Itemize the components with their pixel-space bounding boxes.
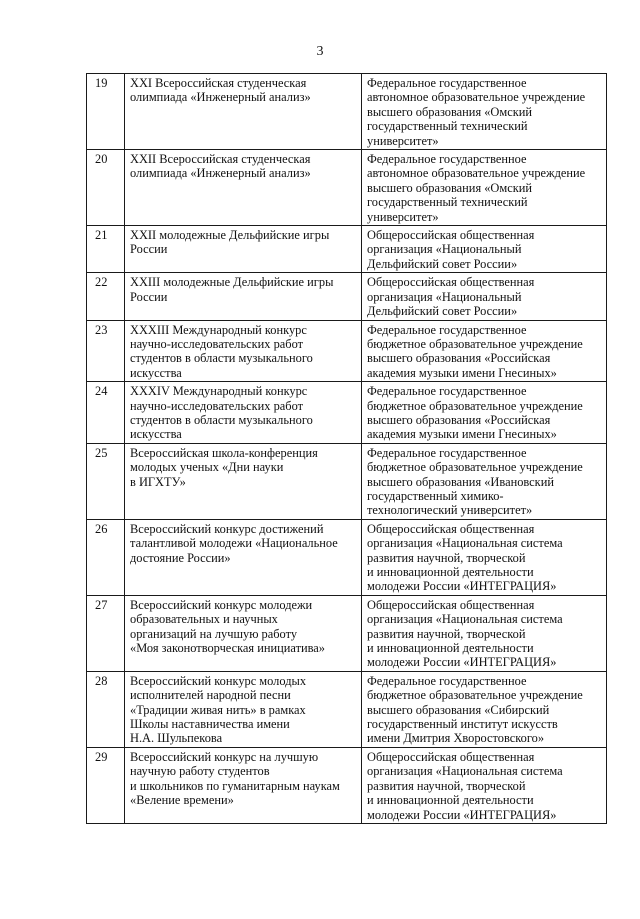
organizer-cell bbox=[362, 595, 607, 671]
event-name-cell bbox=[125, 382, 362, 444]
row-number: 19 bbox=[87, 74, 125, 150]
organizer-line: Общероссийская общественная bbox=[367, 749, 535, 764]
organizer-line: бюджетное образовательное учреждение bbox=[367, 460, 583, 475]
organizer-cell bbox=[362, 150, 607, 226]
event-name-line: студентов в области музыкального bbox=[130, 351, 313, 366]
event-name-cell bbox=[125, 595, 362, 671]
event-name-cell bbox=[125, 74, 362, 150]
organizer-cell bbox=[362, 382, 607, 444]
organizer-cell bbox=[362, 273, 607, 320]
event-name-line: XXII Всероссийская студенческая bbox=[130, 152, 311, 167]
organizer-line: Федеральное государственное bbox=[367, 445, 527, 460]
event-name-line: Н.А. Шульпекова bbox=[130, 731, 223, 746]
events-table-body bbox=[87, 74, 607, 824]
events-table bbox=[86, 73, 607, 824]
organizer-line: бюджетное образовательное учреждение bbox=[367, 336, 583, 351]
event-name-cell bbox=[125, 320, 362, 382]
organizer-line: высшего образования «Российская bbox=[367, 351, 551, 366]
organizer-line: государственный технический bbox=[367, 119, 528, 134]
event-name-line: XXIII молодежные Дельфийские игры bbox=[130, 275, 334, 290]
organizer-cell bbox=[362, 74, 607, 150]
organizer-line: высшего образования «Омский bbox=[367, 180, 533, 195]
event-name-cell bbox=[125, 273, 362, 320]
organizer-line: Дельфийский совет России» bbox=[367, 256, 518, 271]
table-row bbox=[87, 320, 607, 382]
event-name-line: талантливой молодежи «Национальное bbox=[130, 536, 338, 551]
organizer-line: высшего образования «Российская bbox=[367, 412, 551, 427]
event-name-line: Всероссийская школа-конференция bbox=[130, 445, 318, 460]
event-name-line: в ИГХТУ» bbox=[130, 474, 186, 489]
event-name-line: олимпиада «Инженерный анализ» bbox=[130, 166, 311, 181]
event-name-cell bbox=[125, 443, 362, 519]
organizer-line: бюджетное образовательное учреждение bbox=[367, 688, 583, 703]
row-number: 22 bbox=[87, 273, 125, 320]
event-name-cell bbox=[125, 519, 362, 595]
event-name-line: «Веление времени» bbox=[130, 793, 234, 808]
table-row bbox=[87, 150, 607, 226]
organizer-line: Общероссийская общественная bbox=[367, 597, 535, 612]
organizer-line: организация «Национальная система bbox=[367, 612, 563, 627]
row-number: 23 bbox=[87, 320, 125, 382]
organizer-line: Общероссийская общественная bbox=[367, 275, 535, 290]
event-name-line: Всероссийский конкурс на лучшую bbox=[130, 749, 319, 764]
organizer-line: организация «Национальный bbox=[367, 242, 522, 257]
event-name-line: и школьников по гуманитарным наукам bbox=[130, 778, 340, 793]
organizer-line: Федеральное государственное bbox=[367, 673, 527, 688]
row-number: 27 bbox=[87, 595, 125, 671]
organizer-line: Федеральное государственное bbox=[367, 152, 527, 167]
event-name-line: научно-исследовательских работ bbox=[130, 336, 304, 351]
event-name-line: молодых ученых «Дни науки bbox=[130, 460, 284, 475]
event-name-line: достояние России» bbox=[130, 550, 231, 565]
event-name-line: организаций на лучшую работу bbox=[130, 626, 298, 641]
organizer-line: развития научной, творческой bbox=[367, 626, 526, 641]
table-row bbox=[87, 747, 607, 823]
table-row bbox=[87, 226, 607, 273]
organizer-line: Общероссийская общественная bbox=[367, 228, 535, 243]
table-row bbox=[87, 519, 607, 595]
organizer-line: и инновационной деятельности bbox=[367, 793, 534, 808]
event-name-line: научно-исследовательских работ bbox=[130, 398, 304, 413]
organizer-line: организация «Национальная система bbox=[367, 764, 563, 779]
organizer-line: автономное образовательное учреждение bbox=[367, 90, 586, 105]
event-name-line: России bbox=[130, 242, 168, 257]
event-name-line: искусства bbox=[130, 365, 182, 380]
table-row bbox=[87, 595, 607, 671]
event-name-cell bbox=[125, 226, 362, 273]
event-name-line: Школы наставничества имени bbox=[130, 717, 290, 732]
organizer-cell bbox=[362, 519, 607, 595]
row-number: 25 bbox=[87, 443, 125, 519]
organizer-line: развития научной, творческой bbox=[367, 778, 526, 793]
organizer-line: Общероссийская общественная bbox=[367, 521, 535, 536]
organizer-line: и инновационной деятельности bbox=[367, 565, 534, 579]
row-number: 26 bbox=[87, 519, 125, 595]
event-name-cell bbox=[125, 747, 362, 823]
event-name-line: XXI Всероссийская студенческая bbox=[130, 76, 307, 90]
organizer-line: Федеральное государственное bbox=[367, 322, 527, 337]
event-name-line: России bbox=[130, 289, 168, 304]
table-row bbox=[87, 382, 607, 444]
organizer-line: государственный институт искусств bbox=[367, 717, 558, 732]
organizer-line: государственный химико- bbox=[367, 488, 504, 503]
organizer-line: имени Дмитрия Хворостовского» bbox=[367, 731, 545, 746]
organizer-line: автономное образовательное учреждение bbox=[367, 166, 586, 181]
row-number: 29 bbox=[87, 747, 125, 823]
event-name-cell bbox=[125, 150, 362, 226]
table-row bbox=[87, 273, 607, 320]
organizer-cell bbox=[362, 226, 607, 273]
organizer-line: организация «Национальная система bbox=[367, 536, 563, 551]
event-name-line: XXXIV Международный конкурс bbox=[130, 384, 308, 399]
organizer-cell bbox=[362, 747, 607, 823]
event-name-cell bbox=[125, 671, 362, 747]
organizer-cell bbox=[362, 443, 607, 519]
page-number: 3 bbox=[316, 44, 324, 59]
organizer-line: университет» bbox=[367, 209, 439, 224]
organizer-cell bbox=[362, 320, 607, 382]
organizer-line: Федеральное государственное bbox=[367, 384, 527, 399]
organizer-cell bbox=[362, 671, 607, 747]
organizer-line: организация «Национальный bbox=[367, 289, 522, 304]
organizer-line: молодежи России «ИНТЕГРАЦИЯ» bbox=[367, 655, 557, 670]
event-name-line: Всероссийский конкурс достижений bbox=[130, 521, 324, 536]
organizer-line: развития научной, творческой bbox=[367, 550, 526, 565]
table-row bbox=[87, 671, 607, 747]
event-name-line: студентов в области музыкального bbox=[130, 412, 313, 427]
event-name-line: научную работу студентов bbox=[130, 764, 270, 779]
event-name-line: «Моя законотворческая инициатива» bbox=[130, 641, 325, 656]
organizer-line: высшего образования «Сибирский bbox=[367, 702, 550, 717]
organizer-line: высшего образования «Омский bbox=[367, 104, 533, 119]
event-name-line: образовательных и научных bbox=[130, 612, 278, 627]
table-row bbox=[87, 74, 607, 150]
organizer-line: государственный технический bbox=[367, 195, 528, 210]
organizer-line: университет» bbox=[367, 133, 439, 148]
row-number: 21 bbox=[87, 226, 125, 273]
event-name-line: XXXIII Международный конкурс bbox=[130, 322, 307, 337]
row-number: 28 bbox=[87, 671, 125, 747]
event-name-line: «Традиции живая нить» в рамках bbox=[130, 702, 306, 717]
organizer-line: технологический университет» bbox=[367, 503, 533, 518]
organizer-line: академия музыки имени Гнесиных» bbox=[367, 427, 557, 442]
event-name-line: Всероссийский конкурс молодых bbox=[130, 673, 307, 688]
organizer-line: молодежи России «ИНТЕГРАЦИЯ» bbox=[367, 807, 557, 822]
organizer-line: Федеральное государственное bbox=[367, 76, 527, 90]
row-number: 24 bbox=[87, 382, 125, 444]
organizer-line: высшего образования «Ивановский bbox=[367, 474, 554, 489]
event-name-line: олимпиада «Инженерный анализ» bbox=[130, 90, 311, 105]
organizer-line: академия музыки имени Гнесиных» bbox=[367, 365, 557, 380]
organizer-line: Дельфийский совет России» bbox=[367, 304, 518, 319]
organizer-line: молодежи России «ИНТЕГРАЦИЯ» bbox=[367, 579, 557, 594]
event-name-line: XXII молодежные Дельфийские игры bbox=[130, 228, 330, 243]
event-name-line: Всероссийский конкурс молодежи bbox=[130, 597, 313, 612]
table-row bbox=[87, 443, 607, 519]
event-name-line: исполнителей народной песни bbox=[130, 688, 291, 703]
row-number: 20 bbox=[87, 150, 125, 226]
organizer-line: бюджетное образовательное учреждение bbox=[367, 398, 583, 413]
event-name-line: искусства bbox=[130, 427, 182, 442]
organizer-line: и инновационной деятельности bbox=[367, 641, 534, 656]
